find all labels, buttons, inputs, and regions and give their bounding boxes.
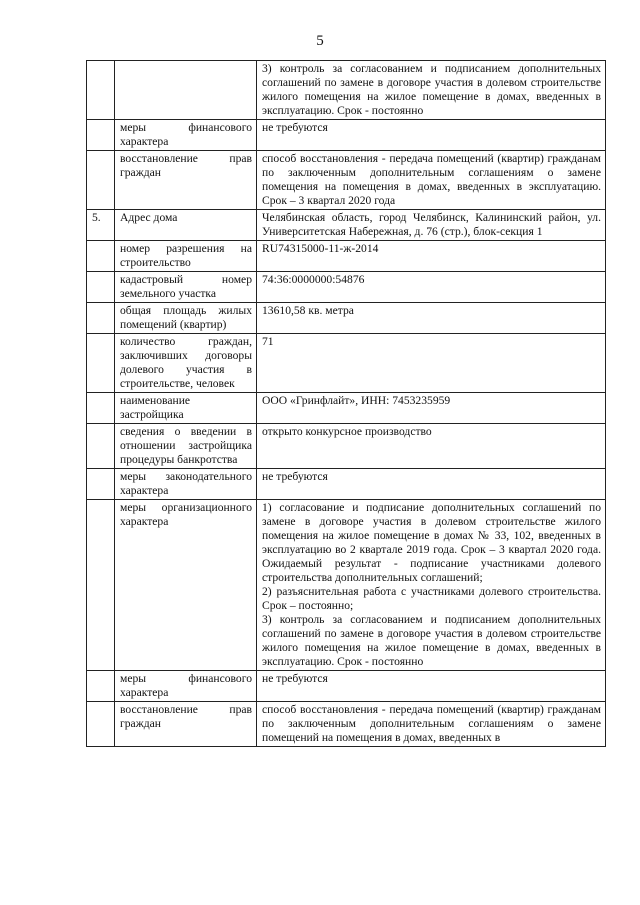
- value-paragraph: 3) контроль за согласованием и подписанием дополнительных соглашений по замене в договоре участия в долевом строительстве жилого помещения на жилое помещение в домах, введенных в эксплуатацию. Срок - постоянно: [262, 62, 601, 117]
- table-row: [87, 702, 606, 747]
- row-label-cell: общая площадь жилых помещений (квартир): [115, 303, 257, 334]
- row-number-cell: [87, 303, 115, 334]
- value-paragraph: 71: [262, 335, 274, 348]
- value-paragraph: 2) разъяснительная работа с участниками долевого строительства. Срок – постоянно;: [262, 585, 601, 612]
- row-value-cell: [257, 671, 606, 702]
- row-value-cell: [257, 272, 606, 303]
- value-paragraph: RU74315000-11-ж-2014: [262, 242, 379, 255]
- row-label-cell: сведения о введении в отношении застройщика процедуры банкротства: [115, 424, 257, 469]
- value-paragraph: не требуются: [262, 470, 328, 483]
- row-number-cell: [87, 241, 115, 272]
- row-label-cell: меры финансового характера: [115, 671, 257, 702]
- table-row: [87, 61, 606, 120]
- row-number-cell: [87, 500, 115, 671]
- row-value-cell: [257, 469, 606, 500]
- row-value-cell: [257, 61, 606, 120]
- row-label-cell: восстановление прав граждан: [115, 151, 257, 210]
- row-label-cell: меры законодательного характера: [115, 469, 257, 500]
- row-number-cell: [87, 120, 115, 151]
- row-label-cell: меры организационного характера: [115, 500, 257, 671]
- value-paragraph: способ восстановления - передача помещений (квартир) гражданам по заключенным дополнительным соглашениям о замене помещений на помещения в домах, введенных в: [262, 703, 601, 744]
- table-row: [87, 334, 606, 393]
- value-paragraph: способ восстановления - передача помещений (квартир) гражданам по заключенным дополнительным соглашениям о замене помещения на помещения в домах, введенных в эксплуатацию. Срок – 3 квартал 2020 года: [262, 152, 601, 207]
- row-label-cell: [115, 61, 257, 120]
- row-label-cell: меры финансового характера: [115, 120, 257, 151]
- row-value-cell: [257, 303, 606, 334]
- document-table-body: [87, 61, 606, 747]
- row-value-cell: [257, 120, 606, 151]
- row-label-cell: наименование застройщика: [115, 393, 257, 424]
- page-number: 5: [316, 33, 324, 49]
- row-number-cell: 5.: [87, 210, 115, 241]
- table-row: [87, 272, 606, 303]
- row-number-cell: [87, 469, 115, 500]
- value-paragraph: 3) контроль за согласованием и подписанием дополнительных соглашений по замене в договоре участия в долевом строительстве жилого помещения на жилое помещение в домах, введенных в эксплуатацию. Срок - постоянно: [262, 613, 601, 668]
- table-row: [87, 303, 606, 334]
- table-row: [87, 210, 606, 241]
- value-paragraph: не требуются: [262, 121, 328, 134]
- row-label-cell: восстановление прав граждан: [115, 702, 257, 747]
- value-paragraph: 13610,58 кв. метра: [262, 304, 354, 317]
- row-label-cell: количество граждан, заключивших договоры долевого участия в строительстве, человек: [115, 334, 257, 393]
- value-paragraph: ООО «Гринфлайт», ИНН: 7453235959: [262, 394, 451, 407]
- row-value-cell: [257, 702, 606, 747]
- row-value-cell: [257, 500, 606, 671]
- value-paragraph: не требуются: [262, 672, 328, 685]
- row-value-cell: [257, 424, 606, 469]
- row-number-cell: [87, 671, 115, 702]
- row-number-cell: [87, 334, 115, 393]
- row-value-cell: [257, 393, 606, 424]
- table-row: [87, 241, 606, 272]
- row-value-cell: [257, 334, 606, 393]
- row-number-cell: [87, 393, 115, 424]
- document-table: [86, 60, 606, 747]
- row-label-cell: Адрес дома: [115, 210, 257, 241]
- table-row: [87, 671, 606, 702]
- table-row: [87, 424, 606, 469]
- row-label-cell: кадастровый номер земельного участка: [115, 272, 257, 303]
- value-paragraph: 74:36:0000000:54876: [262, 273, 365, 286]
- value-paragraph: открыто конкурсное производство: [262, 425, 432, 438]
- value-paragraph: Челябинская область, город Челябинск, Калининский район, ул. Университетская Набережная, д. 76 (стр.), блок-секция 1: [262, 211, 601, 238]
- table-row: [87, 393, 606, 424]
- row-number-cell: [87, 151, 115, 210]
- row-number-cell: [87, 61, 115, 120]
- row-value-cell: [257, 151, 606, 210]
- table-row: [87, 120, 606, 151]
- row-value-cell: [257, 241, 606, 272]
- row-number-cell: [87, 272, 115, 303]
- value-paragraph: 1) согласование и подписание дополнительных соглашений по замене в договоре участия в долевом строительстве жилого помещения на жилое помещение в домах № 33, 102, введенных в эксплуатацию во 2 квартале 2019 года. Срок – 3 квартал 2020 года. Ожидаемый результат - подписание участниками долевого строительства дополнительных соглашений;: [262, 501, 601, 584]
- table-row: [87, 469, 606, 500]
- row-number-cell: [87, 424, 115, 469]
- row-number-cell: [87, 702, 115, 747]
- table-row: [87, 151, 606, 210]
- row-label-cell: номер разрешения на строительство: [115, 241, 257, 272]
- row-value-cell: [257, 210, 606, 241]
- table-row: [87, 500, 606, 671]
